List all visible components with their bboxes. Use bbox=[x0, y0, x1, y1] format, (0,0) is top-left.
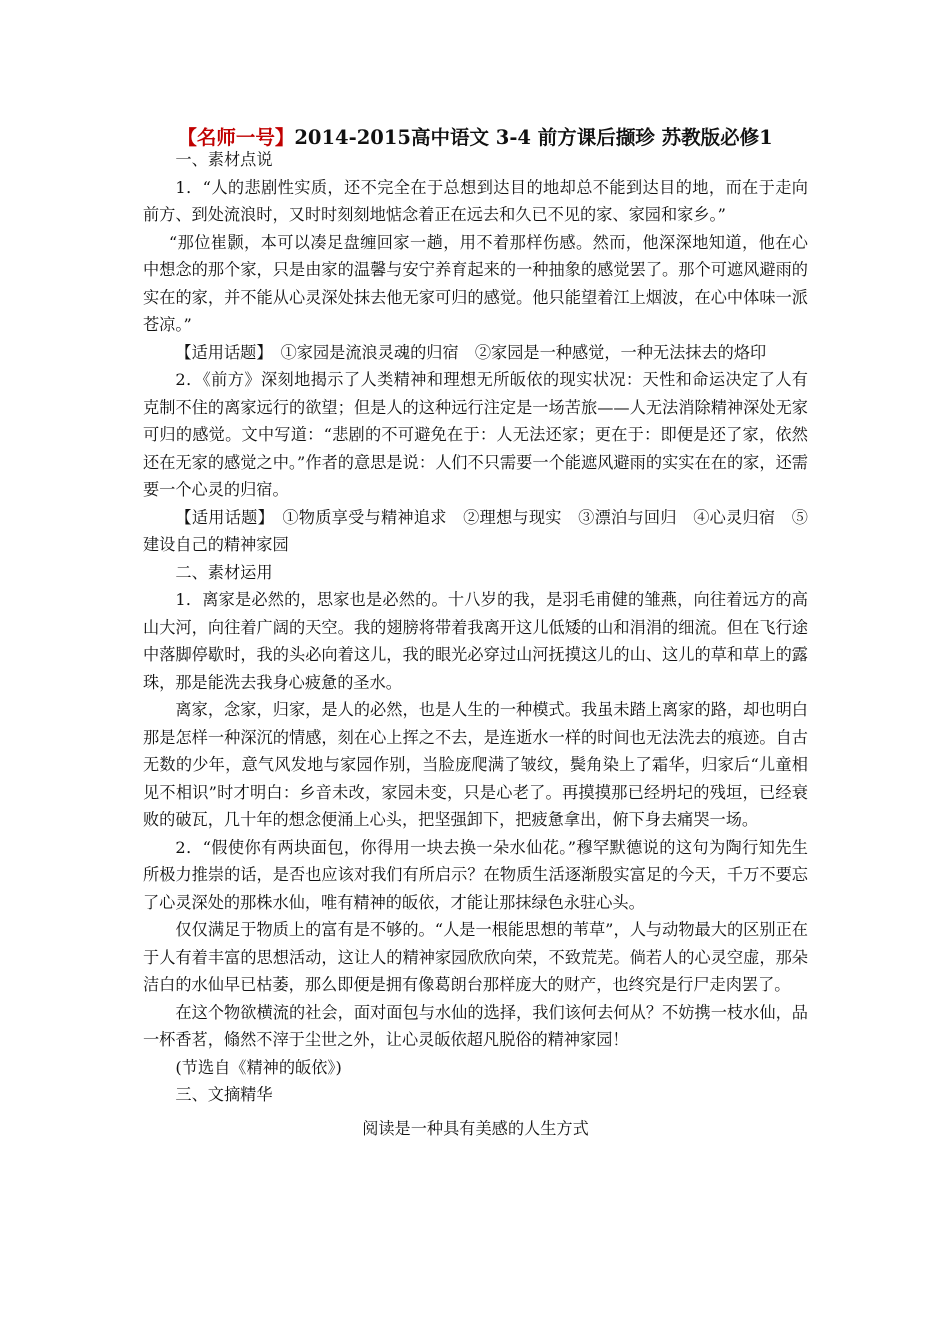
document-body bbox=[143, 146, 808, 1142]
paragraph: 仅仅满足于物质上的富有是不够的。“人是一根能思想的苇草”，人与动物最大的区别正在于人有着丰富的思想活动，这让人的精神家园欣欣向荣，不致荒芜。倘若人的心灵空虚，那朵洁白的水仙早已枯萎，那么即便是拥有像葛朗台那样庞大的财产，也终究是行尸走肉罢了。 bbox=[143, 920, 808, 994]
paragraph: 离家，念家，归家，是人的必然，也是人生的一种模式。我虽未踏上离家的路，却也明白那是怎样一种深沉的情感，刻在心上挥之不去，是连逝水一样的时间也无法洗去的痕迹。自古无数的少年，意气风发地与家园作别，当脸庞爬满了皱纹，鬓角染上了霜华，归家后“儿童相见不相识”时才明白：乡音未改，家园未变，只是心老了。再摸摸那已经坍圮的残垣，已经衰败的破瓦，几十年的想念便涌上心头，把坚强卸下，把疲惫拿出，俯下身去痛哭一场。 bbox=[143, 700, 808, 829]
title-bracket-label: 【名师一号】 bbox=[177, 126, 295, 149]
topic-line: 【适用话题】 ①物质享受与精神追求 ②理想与现实 ③漂泊与回归 ④心灵归宿 ⑤建设自己的精神家园 bbox=[143, 507, 808, 554]
article-title: 阅读是一种具有美感的人生方式 bbox=[362, 1118, 589, 1138]
topic-line: 【适用话题】 ①家园是流浪灵魂的归宿 ②家园是一种感觉，一种无法抹去的烙印 bbox=[175, 342, 767, 362]
section-heading-2: 二、素材运用 bbox=[175, 562, 273, 582]
paragraph: 1．离家是必然的，思家也是必然的。十八岁的我，是羽毛甫健的雏燕，向往着远方的高山大河，向往着广阔的天空。我的翅膀将带着我离开这儿低矮的山和涓涓的细流。但在飞行途中落脚停歇时，我的头必向着这儿，我的眼光必穿过山河抚摸这儿的山、这儿的草和草上的露珠，那是能洗去我身心疲惫的圣水。 bbox=[143, 590, 808, 692]
source-note: (节选自《精神的皈依》) bbox=[175, 1057, 342, 1077]
paragraph: 1．“人的悲剧性实质，还不完全在于总想到达目的地却总不能到达目的地，而在于走向前方、到处流浪时，又时时刻刻地惦念着正在远去和久已不见的家、家园和家乡。” bbox=[143, 177, 808, 224]
paragraph: 2．“假使你有两块面包，你得用一块去换一朵水仙花。”穆罕默德说的这句为陶行知先生所极力推崇的话，是否也应该对我们有所启示？在物质生活逐渐殷实富足的今天，千万不要忘了心灵深处的那株水仙，唯有精神的皈依，才能让那抹绿色永驻心头。 bbox=[143, 837, 808, 912]
section-heading-3: 三、文摘精华 bbox=[175, 1085, 273, 1104]
paragraph: “那位崔颢，本可以凑足盘缠回家一趟，用不着那样伤感。然而，他深深地知道，他在心中想念的那个家，只是由家的温馨与安宁养育起来的一种抽象的感觉罢了。那个可遮风避雨的实在的家，并不能从心灵深处抹去他无家可归的感觉。他只能望着江上烟波，在心中体味一派苍凉。” bbox=[143, 232, 808, 334]
title-text: 2014-2015高中语文 3-4 前方课后撷珍 苏教版必修1 bbox=[294, 126, 773, 149]
paragraph: 在这个物欲横流的社会，面对面包与水仙的选择，我们该何去何从？不妨携一枝水仙，品一杯香茗，翛然不滓于尘世之外，让心灵皈依超凡脱俗的精神家园！ bbox=[143, 1002, 808, 1049]
paragraph: 2．《前方》深刻地揭示了人类精神和理想无所皈依的现实状况：天性和命运决定了人有克制不住的离家远行的欲望；但是人的这种远行注定是一场苦旅——人无法消除精神深处无家可归的感觉。文中写道：“悲剧的不可避免在于：人无法还家；更在于：即便是还了家，依然还在无家的感觉之中。”作者的意思是说：人们不只需要一个能遮风避雨的实实在在的家，还需要一个心灵的归宿。 bbox=[143, 370, 808, 499]
section-heading-1: 一、素材点说 bbox=[175, 150, 273, 169]
